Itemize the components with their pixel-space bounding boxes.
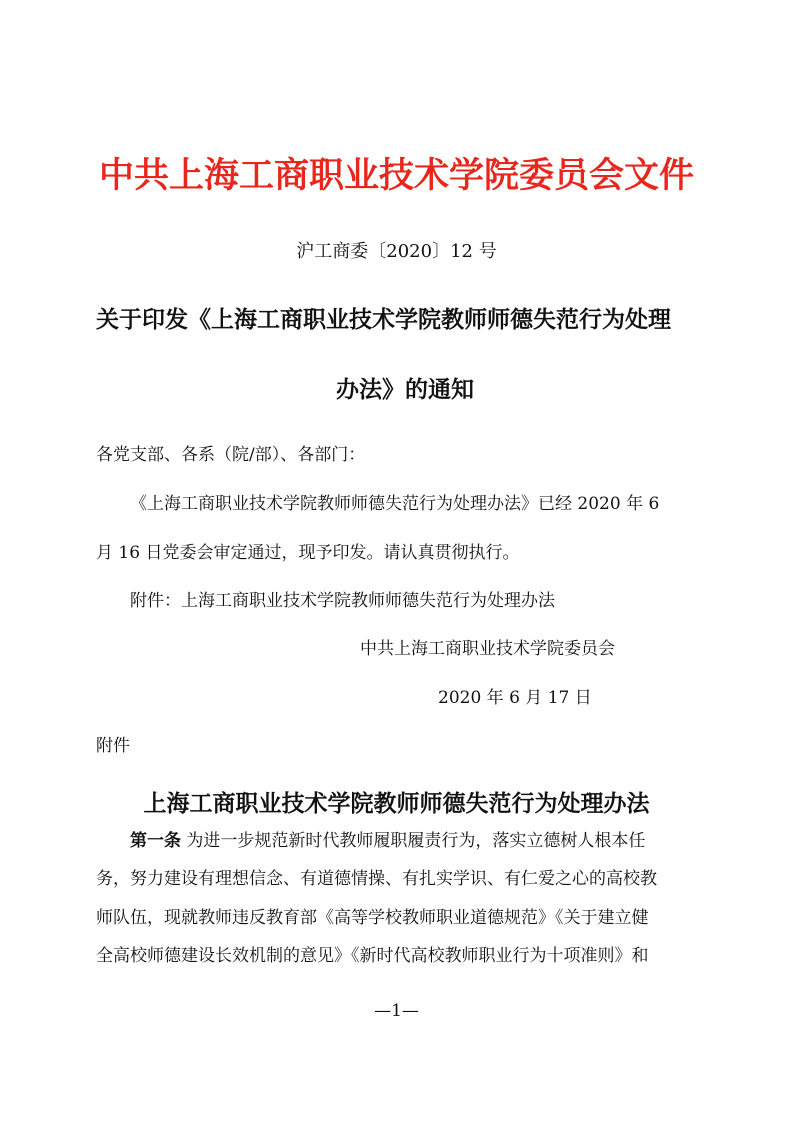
issuer-signature: 中共上海工商职业技术学院委员会 — [360, 639, 615, 659]
article-1-label: 第一条 — [130, 831, 181, 851]
article-1-line-4: 全高校师德建设长效机制的意见》《新时代高校教师职业行为十项准则》和 — [96, 946, 649, 966]
notice-title-line-1: 关于印发《上海工商职业技术学院教师师德失范行为处理 — [96, 307, 671, 333]
red-header-title: 中共上海工商职业技术学院委员会文件 — [98, 156, 694, 196]
attachment-title: 上海工商职业技术学院教师师德失范行为处理办法 — [143, 791, 650, 817]
attachment-label: 附件 — [96, 736, 130, 756]
article-1-line-3: 师队伍，现就教师违反教育部《高等学校教师职业道德规范》《关于建立健 — [96, 908, 649, 928]
notice-body-line-2: 月 16 日党委会审定通过，现予印发。请认真贯彻执行。 — [96, 543, 520, 563]
document-number: 沪工商委〔2020〕12 号 — [296, 241, 497, 262]
addressee: 各党支部、各系（院/部）、各部门： — [96, 445, 366, 465]
article-1-text: 为进一步规范新时代教师履职履责行为，落实立德树人根本任 — [181, 831, 646, 851]
notice-body-line-1: 《上海工商职业技术学院教师师德失范行为处理办法》已经 2020 年 6 — [130, 494, 660, 514]
article-1-line-2: 务，努力建设有理想信念、有道德情操、有扎实学识、有仁爱之心的高校教 — [96, 869, 657, 889]
notice-title-line-2: 办法》的通知 — [336, 377, 474, 403]
article-1-line-1 — [130, 826, 645, 851]
attachment-reference: 附件：上海工商职业技术学院教师师德失范行为处理办法 — [130, 591, 555, 611]
page-number: —1— — [374, 1001, 419, 1021]
issue-date: 2020 年 6 月 17 日 — [438, 688, 592, 708]
